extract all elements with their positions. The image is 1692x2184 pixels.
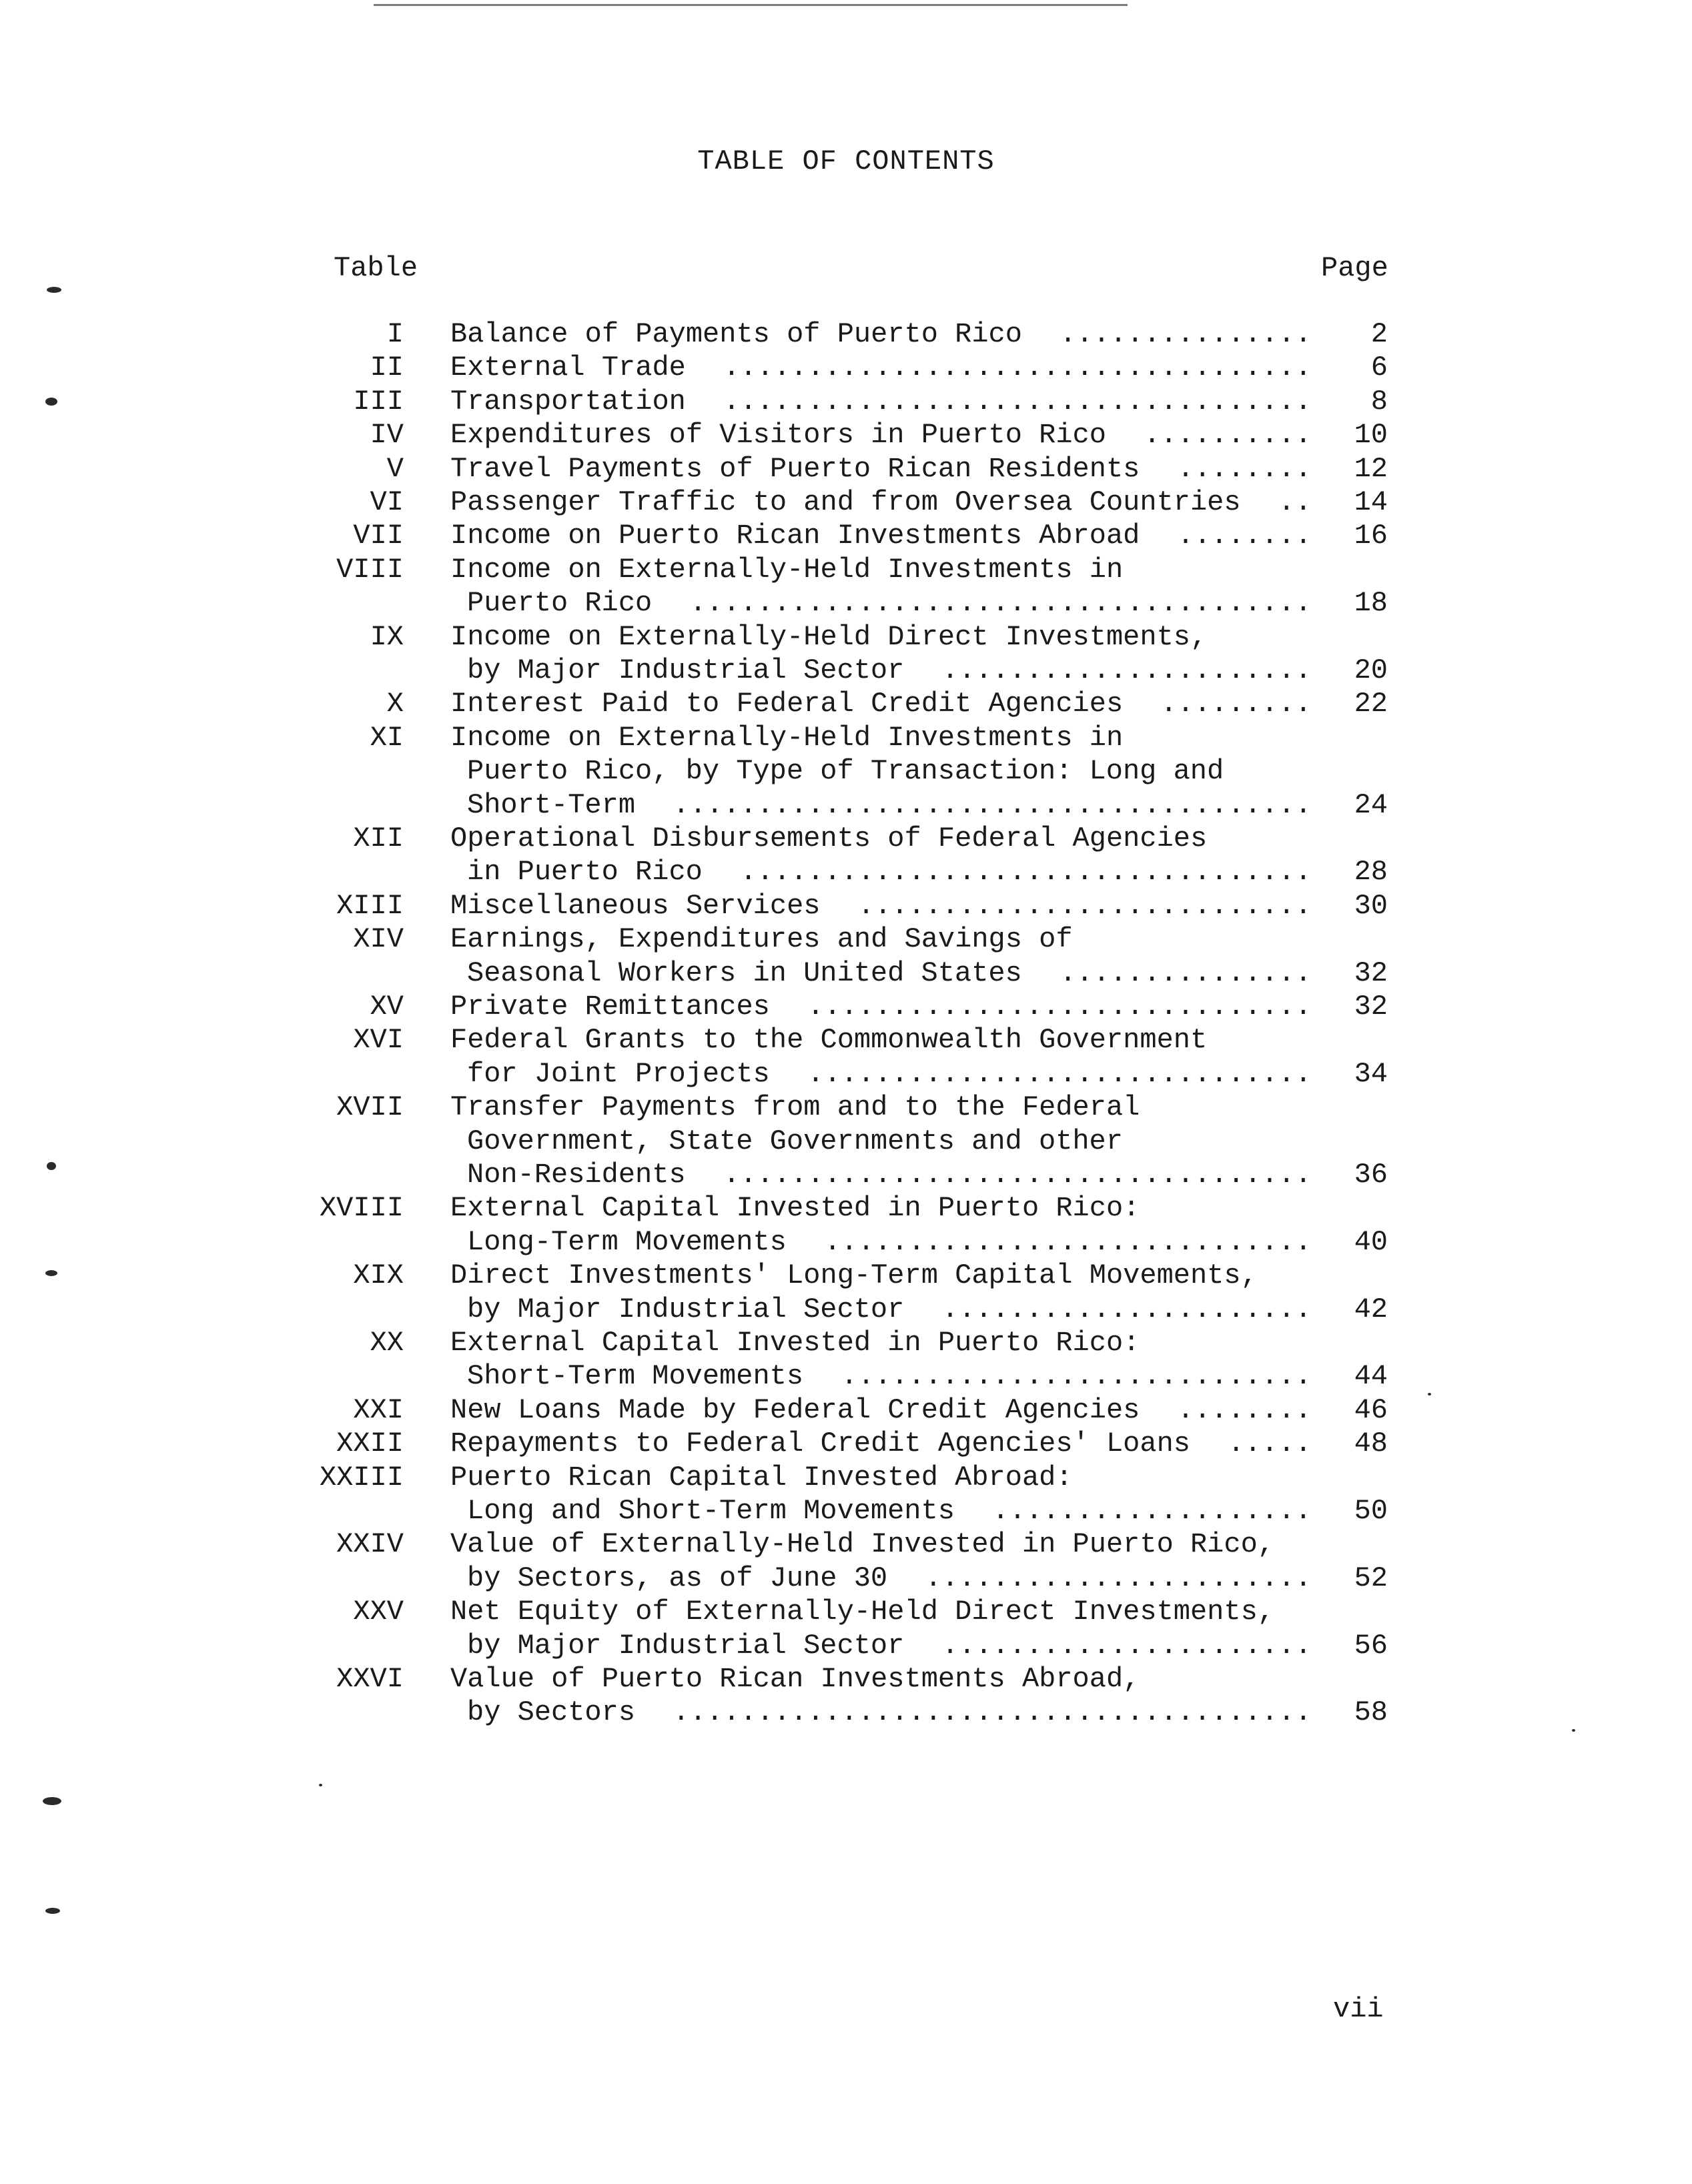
toc-page-number: 18 [1354,587,1388,620]
dot-leader: ...................... [941,1629,1312,1662]
toc-table-number: XXI [353,1394,404,1426]
toc-entry-title: Short-Term Movements [467,1360,804,1393]
dot-leader: .. [1278,486,1312,518]
toc-page-number: 14 [1354,486,1388,518]
scan-speck [45,1908,60,1914]
toc-entry-title: Transportation [450,385,686,418]
toc-page-number: 46 [1354,1394,1388,1426]
toc-page-number: 28 [1354,856,1388,889]
toc-entry-title: External Capital Invested in Puerto Rico: [450,1327,1140,1359]
toc-table-number: VIII [336,553,404,586]
toc-table-number: XIII [336,889,404,922]
toc-table-number: IX [370,620,404,653]
toc-entry-title: by Sectors, as of June 30 [467,1562,888,1594]
toc-table-number: XXV [353,1596,404,1628]
toc-page-number: 40 [1354,1225,1388,1258]
toc-page-number: 36 [1354,1159,1388,1191]
toc-line [0,855,1692,889]
toc-entry-title: Direct Investments' Long-Term Capital Movements, [450,1259,1258,1292]
toc-line [0,1461,1692,1494]
dot-leader: ................................... [723,352,1312,384]
toc-table-number: XII [353,823,404,855]
toc-table-number: XV [370,991,404,1023]
toc-table-number: XVIII [319,1192,404,1225]
toc-entry-title: Balance of Payments of Puerto Rico [450,318,1022,350]
toc-entry-title: by Major Industrial Sector [467,1629,905,1662]
toc-entry-title: Non-Residents [467,1159,686,1191]
toc-table-number: VII [353,520,404,552]
toc-entry-title: in Puerto Rico [467,856,703,889]
scan-speck [43,1797,61,1805]
toc-line [0,957,1692,990]
toc-entry-title: Income on Puerto Rican Investments Abroad [450,520,1140,552]
scan-speck [1428,1393,1431,1396]
dot-leader: ............................. [824,1225,1312,1258]
toc-line [0,788,1692,822]
toc-page-number: 24 [1354,788,1388,821]
toc-page-number: 56 [1354,1629,1388,1662]
scan-speck [47,1162,56,1170]
toc-line [0,990,1692,1023]
toc-page-number: 22 [1354,688,1388,720]
toc-table-number: XXIII [319,1461,404,1494]
page-title: TABLE OF CONTENTS [697,145,995,177]
toc-line [0,1326,1692,1359]
toc-page-number: 10 [1354,419,1388,452]
toc-table-number: V [386,452,404,485]
toc-table-number: XXII [336,1428,404,1460]
toc-entry-title: Puerto Rico, by Type of Transaction: Long and [467,755,1224,788]
toc-entry-title: by Sectors [467,1696,636,1729]
toc-entry-title: Earnings, Expenditures and Savings of [450,923,1073,956]
toc-line [0,721,1692,754]
toc-line [0,1225,1692,1259]
dot-leader: ....................... [925,1562,1312,1594]
toc-entry-title: Puerto Rican Capital Invested Abroad: [450,1461,1073,1494]
toc-table-number: XX [370,1327,404,1359]
toc-line [0,1023,1692,1057]
toc-entry-title: Private Remittances [450,991,770,1023]
toc-entry-title: Transfer Payments from and to the Federal [450,1091,1140,1124]
scan-speck [319,1784,322,1786]
toc-entry-title: External Trade [450,352,686,384]
toc-line [0,1427,1692,1460]
toc-entry-title: Puerto Rico [467,587,653,620]
toc-line [0,1629,1692,1662]
toc-page-number: 52 [1354,1562,1388,1594]
toc-table-number: III [353,385,404,418]
dot-leader: .......... [1143,419,1312,452]
toc-entry-title: Travel Payments of Puerto Rican Residents [450,452,1140,485]
page-column-header: Page [1321,252,1388,284]
dot-leader: ........ [1177,520,1312,552]
toc-line [0,486,1692,519]
dot-leader: ................................... [723,1159,1312,1191]
toc-page-number: 34 [1354,1057,1388,1090]
toc-table-number: II [370,352,404,384]
toc-page-number: 16 [1354,520,1388,552]
toc-entry-title: Federal Grants to the Commonwealth Government [450,1024,1208,1057]
toc-entry-title: Government, State Governments and other [467,1125,1123,1157]
toc-line [0,822,1692,855]
toc-line [0,1158,1692,1191]
dot-leader: .............................. [807,1057,1312,1090]
dot-leader: ..................................... [689,587,1312,620]
toc-line [0,1696,1692,1729]
toc-line [0,1359,1692,1393]
toc-line [0,654,1692,687]
toc-table-number: XXIV [336,1528,404,1561]
toc-entry-title: Repayments to Federal Credit Agencies' Loans [450,1428,1190,1460]
toc-entry-title: Long-Term Movements [467,1225,787,1258]
toc-entry-title: Short-Term [467,788,636,821]
page-number: vii [1333,1993,1384,2025]
toc-entry-title: Income on Externally-Held Investments in [450,721,1124,754]
toc-line [0,586,1692,620]
toc-line [0,620,1692,654]
dot-leader: ........................... [857,889,1312,922]
toc-line [0,1562,1692,1595]
toc-entry-title: Income on Externally-Held Investments in [450,553,1124,586]
toc-line [0,519,1692,552]
toc-page-number: 2 [1370,318,1388,350]
toc-entry-title: Net Equity of Externally-Held Direct Investments, [450,1596,1275,1628]
toc-entry-title: by Major Industrial Sector [467,1293,905,1325]
toc-page-number: 20 [1354,654,1388,686]
toc-page-number: 32 [1354,991,1388,1023]
toc-entry-title: Seasonal Workers in United States [467,957,1022,989]
toc-entry-title: for Joint Projects [467,1057,770,1090]
dot-leader: ...................... [941,654,1312,686]
toc-line [0,385,1692,418]
dot-leader: ...................................... [673,788,1312,821]
toc-page-number: 32 [1354,957,1388,989]
dot-leader: ............... [1059,957,1312,989]
toc-table-number: VI [370,486,404,518]
toc-entry-title: Interest Paid to Federal Credit Agencies [450,688,1124,720]
toc-entry-title: New Loans Made by Federal Credit Agencies [450,1394,1140,1426]
dot-leader: ............... [1059,318,1312,350]
toc-entry-title: Income on Externally-Held Direct Investments, [450,620,1208,653]
toc-line [0,318,1692,351]
dot-leader: ...................... [941,1293,1312,1325]
dot-leader: ........ [1177,452,1312,485]
toc-line [0,1057,1692,1091]
toc-table-number: X [386,688,404,720]
dot-leader: ........ [1177,1394,1312,1426]
toc-line [0,553,1692,586]
toc-line [0,923,1692,956]
toc-entry-title: Miscellaneous Services [450,889,821,922]
dot-leader: ..... [1227,1428,1312,1460]
toc-table-number: XXVI [336,1663,404,1695]
toc-table-number: I [386,318,404,350]
toc-page-number: 42 [1354,1293,1388,1325]
toc-line [0,1494,1692,1528]
table-column-header: Table [334,252,418,284]
toc-table-number: XVI [353,1024,404,1057]
toc-line [0,1091,1692,1124]
toc-line [0,1595,1692,1628]
toc-line [0,452,1692,486]
toc-entry-title: Value of Externally-Held Invested in Puerto Rico, [450,1528,1275,1561]
scan-speck [1572,1729,1575,1732]
toc-page-number: 58 [1354,1696,1388,1729]
toc-line [0,687,1692,720]
toc-line [0,418,1692,452]
dot-leader: ......... [1160,688,1312,720]
dot-leader: .............................. [807,991,1312,1023]
dot-leader: ............................ [841,1360,1312,1393]
toc-line [0,1259,1692,1292]
scan-speck [45,398,57,406]
toc-page-number: 8 [1370,385,1388,418]
toc-line [0,1191,1692,1225]
toc-entry-title: External Capital Invested in Puerto Rico: [450,1192,1140,1225]
toc-page-number: 50 [1354,1495,1388,1527]
dot-leader: ...................................... [673,1696,1312,1729]
toc-page-number: 12 [1354,452,1388,485]
toc-page-number: 6 [1370,352,1388,384]
toc-table-number: IV [370,419,404,452]
toc-line [0,1125,1692,1158]
toc-line [0,1394,1692,1427]
toc-table-number: XI [370,721,404,754]
dot-leader: ................... [992,1495,1312,1527]
toc-entry-title: by Major Industrial Sector [467,654,905,686]
toc-line [0,351,1692,384]
scan-speck [45,1270,57,1276]
toc-entry-title: Passenger Traffic to and from Oversea Countries [450,486,1241,518]
dot-leader: ................................... [723,385,1312,418]
dot-leader: .................................. [740,856,1312,889]
toc-line [0,754,1692,788]
toc-line [0,889,1692,923]
toc-table-number: XIV [353,923,404,956]
toc-entry-title: Long and Short-Term Movements [467,1495,955,1527]
toc-table-number: XIX [353,1259,404,1292]
toc-page-number: 30 [1354,889,1388,922]
toc-page-number: 44 [1354,1360,1388,1393]
scan-speck [47,287,61,293]
toc-page-number: 48 [1354,1428,1388,1460]
toc-table-number: XVII [336,1091,404,1124]
toc-line [0,1528,1692,1561]
toc-line [0,1293,1692,1326]
toc-entry-title: Expenditures of Visitors in Puerto Rico [450,419,1106,452]
toc-entry-title: Operational Disbursements of Federal Agencies [450,823,1208,855]
toc-entry-title: Value of Puerto Rican Investments Abroad, [450,1663,1140,1695]
toc-line [0,1662,1692,1696]
